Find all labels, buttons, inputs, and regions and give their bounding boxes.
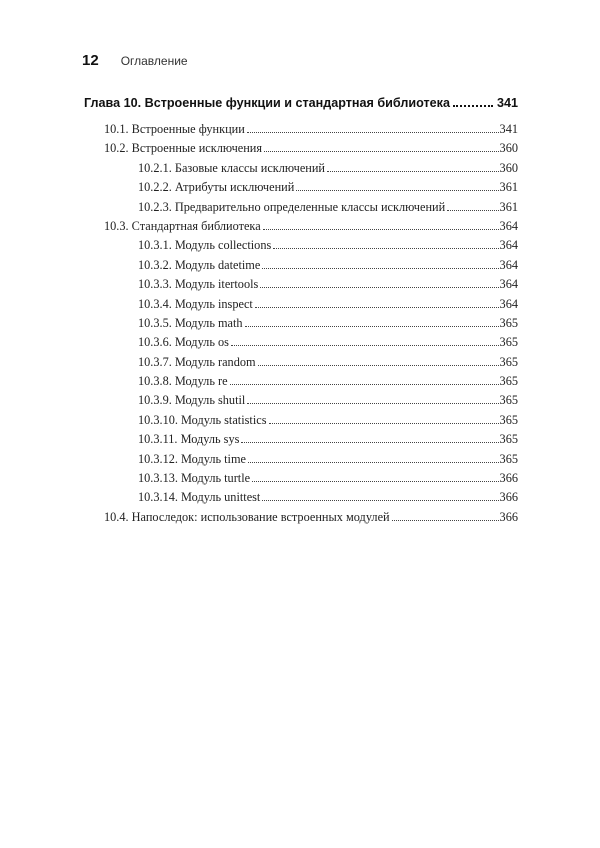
dot-leader bbox=[296, 190, 498, 191]
table-of-contents bbox=[84, 96, 518, 529]
dot-leader bbox=[260, 287, 498, 288]
chapter-title: Глава 10. Встроенные функции и стандартная библиотека bbox=[84, 96, 450, 110]
dot-leader bbox=[263, 229, 499, 230]
toc-entry-page: 364 bbox=[499, 277, 518, 292]
toc-entry[interactable] bbox=[84, 335, 518, 354]
dot-leader bbox=[230, 384, 499, 385]
toc-entry-page: 366 bbox=[499, 471, 518, 486]
toc-entry-title: 10.2.2. Атрибуты исключений bbox=[138, 180, 295, 195]
dot-leader bbox=[231, 345, 499, 346]
toc-entry[interactable] bbox=[84, 471, 518, 490]
toc-entry-page: 364 bbox=[499, 257, 518, 272]
toc-entry-page: 365 bbox=[499, 393, 518, 408]
toc-entry[interactable] bbox=[84, 316, 518, 335]
dot-leader bbox=[247, 132, 499, 133]
dot-leader bbox=[241, 442, 498, 443]
toc-entry-title: 10.3.9. Модуль shutil bbox=[138, 393, 246, 408]
toc-entry-title: 10.3.11. Модуль sys bbox=[138, 432, 240, 447]
toc-entry-title: 10.3.12. Модуль time bbox=[138, 451, 246, 466]
toc-entry[interactable] bbox=[84, 180, 518, 199]
toc-entry[interactable] bbox=[84, 141, 518, 160]
dot-leader bbox=[252, 481, 498, 482]
toc-entry[interactable] bbox=[84, 490, 518, 509]
toc-entry-page: 364 bbox=[499, 238, 518, 253]
toc-entry-title: 10.3.1. Модуль collections bbox=[138, 238, 272, 253]
dot-leader bbox=[269, 423, 499, 424]
toc-entry-title: 10.3. Стандартная библиотека bbox=[104, 218, 261, 233]
toc-entry[interactable] bbox=[84, 238, 518, 257]
toc-entry-page: 360 bbox=[499, 160, 518, 175]
running-title: Оглавление bbox=[120, 54, 188, 68]
toc-entry[interactable] bbox=[84, 219, 518, 238]
toc-entry-page: 364 bbox=[499, 296, 518, 311]
toc-entry[interactable] bbox=[84, 200, 518, 219]
dot-leader bbox=[447, 210, 498, 211]
toc-entry-page: 366 bbox=[499, 490, 518, 505]
dot-leader bbox=[258, 365, 499, 366]
toc-entry-page: 365 bbox=[499, 451, 518, 466]
toc-entry[interactable] bbox=[84, 510, 518, 529]
dot-leader bbox=[273, 248, 498, 249]
chapter-page-number: 341 bbox=[496, 96, 518, 110]
toc-entry[interactable] bbox=[84, 432, 518, 451]
dot-leader bbox=[453, 105, 493, 107]
dot-leader bbox=[248, 462, 499, 463]
toc-entry-page: 364 bbox=[499, 218, 518, 233]
toc-entry-title: 10.2. Встроенные исключения bbox=[104, 141, 263, 156]
toc-entry-page: 365 bbox=[499, 335, 518, 350]
toc-entry-title: 10.4. Напоследок: использование встроенных модулей bbox=[104, 509, 390, 524]
running-head bbox=[82, 52, 188, 72]
toc-entry-page: 365 bbox=[499, 354, 518, 369]
dot-leader bbox=[392, 520, 499, 521]
toc-entry-page: 365 bbox=[499, 412, 518, 427]
toc-entry-title: 10.3.8. Модуль re bbox=[138, 374, 228, 389]
toc-entry-title: 10.3.13. Модуль turtle bbox=[138, 471, 251, 486]
dot-leader bbox=[255, 307, 499, 308]
toc-entry[interactable] bbox=[84, 161, 518, 180]
toc-entry-page: 361 bbox=[499, 199, 518, 214]
toc-entry-title: 10.3.6. Модуль os bbox=[138, 335, 229, 350]
toc-entry-page: 361 bbox=[499, 180, 518, 195]
toc-entry-title: 10.3.10. Модуль statistics bbox=[138, 412, 267, 427]
toc-entry-title: 10.3.5. Модуль math bbox=[138, 315, 243, 330]
toc-entry[interactable] bbox=[84, 277, 518, 296]
dot-leader bbox=[327, 171, 499, 172]
dot-leader bbox=[245, 326, 499, 327]
toc-entry[interactable] bbox=[84, 258, 518, 277]
toc-entry[interactable] bbox=[84, 413, 518, 432]
toc-entry-page: 365 bbox=[499, 315, 518, 330]
toc-entry[interactable] bbox=[84, 297, 518, 316]
toc-entry-title: 10.2.3. Предварительно определенные классы исключений bbox=[138, 199, 446, 214]
toc-entry-title: 10.3.2. Модуль datetime bbox=[138, 257, 261, 272]
dot-leader bbox=[264, 151, 499, 152]
toc-chapter-heading[interactable] bbox=[84, 96, 518, 118]
toc-entry[interactable] bbox=[84, 393, 518, 412]
page-number: 12 bbox=[82, 52, 99, 69]
toc-entry-title: 10.3.3. Модуль itertools bbox=[138, 277, 259, 292]
toc-entry-page: 365 bbox=[499, 374, 518, 389]
toc-entry[interactable] bbox=[84, 452, 518, 471]
toc-entry-title: 10.3.14. Модуль unittest bbox=[138, 490, 261, 505]
dot-leader bbox=[262, 268, 498, 269]
toc-entry[interactable] bbox=[84, 122, 518, 141]
toc-entry-title: 10.1. Встроенные функции bbox=[104, 122, 245, 136]
dot-leader bbox=[262, 500, 498, 501]
toc-entry[interactable] bbox=[84, 374, 518, 393]
toc-entry-page: 360 bbox=[499, 141, 518, 156]
toc-entry-page: 341 bbox=[499, 122, 518, 136]
toc-entry-page: 365 bbox=[499, 432, 518, 447]
toc-entry-title: 10.3.7. Модуль random bbox=[138, 354, 256, 369]
toc-entry-title: 10.3.4. Модуль inspect bbox=[138, 296, 253, 311]
toc-entry-page: 366 bbox=[499, 509, 518, 524]
dot-leader bbox=[247, 403, 498, 404]
toc-entry-title: 10.2.1. Базовые классы исключений bbox=[138, 160, 326, 175]
toc-entry[interactable] bbox=[84, 355, 518, 374]
